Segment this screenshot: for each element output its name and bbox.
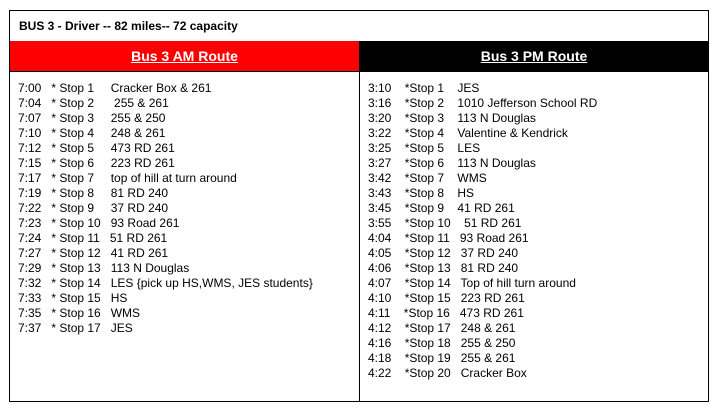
pm-stop: 4:04 *Stop 11 93 Road 261	[368, 231, 529, 245]
am-stop: 7:10 * Stop 4 248 & 261	[18, 126, 166, 140]
pm-stop: 3:22 *Stop 4 Valentine & Kendrick	[368, 126, 568, 140]
am-stop-list	[10, 72, 359, 336]
pm-stop: 4:05 *Stop 12 37 RD 240	[368, 246, 519, 260]
am-stop: 7:04 * Stop 2 255 & 261	[18, 96, 169, 110]
am-route-heading: Bus 3 AM Route	[10, 41, 359, 72]
am-stop: 7:24 * Stop 11 51 RD 261	[18, 231, 168, 245]
pm-stop: 4:22 *Stop 20 Cracker Box	[368, 366, 527, 380]
pm-stop: 3:16 *Stop 2 1010 Jefferson School RD	[368, 96, 598, 110]
am-stop: 7:23 * Stop 10 93 Road 261	[18, 216, 180, 230]
pm-stop-list	[360, 72, 708, 381]
pm-stop: 3:27 *Stop 6 113 N Douglas	[368, 156, 536, 170]
pm-stop: 4:10 *Stop 15 223 RD 261	[368, 291, 525, 305]
pm-stop: 3:10 *Stop 1 JES	[368, 81, 480, 95]
am-stop: 7:35 * Stop 16 WMS	[18, 306, 141, 320]
am-route-column	[10, 41, 360, 402]
pm-stop: 3:20 *Stop 3 113 N Douglas	[368, 111, 536, 125]
am-stop: 7:12 * Stop 5 473 RD 261	[18, 141, 175, 155]
pm-stop: 4:07 *Stop 14 Top of hill turn around	[368, 276, 576, 290]
am-stop: 7:19 * Stop 8 81 RD 240	[18, 186, 169, 200]
pm-stop: 3:55 *Stop 10 51 RD 261	[368, 216, 522, 230]
am-stop: 7:15 * Stop 6 223 RD 261	[18, 156, 175, 170]
bus-title: BUS 3 - Driver -- 82 miles-- 72 capacity	[10, 11, 708, 42]
pm-stop: 3:42 *Stop 7 WMS	[368, 171, 487, 185]
am-stop: 7:07 * Stop 3 255 & 250	[18, 111, 166, 125]
am-stop: 7:37 * Stop 17 JES	[18, 321, 133, 335]
am-stop: 7:00 * Stop 1 Cracker Box & 261	[18, 81, 212, 95]
pm-route-column	[360, 41, 708, 402]
pm-route-heading: Bus 3 PM Route	[360, 41, 708, 72]
pm-stop: 4:18 *Stop 19 255 & 261	[368, 351, 516, 365]
pm-stop: 4:16 *Stop 18 255 & 250	[368, 336, 516, 350]
pm-stop: 4:11 *Stop 16 473 RD 261	[368, 306, 524, 320]
am-stop: 7:33 * Stop 15 HS	[18, 291, 128, 305]
pm-stop: 3:25 *Stop 5 LES	[368, 141, 481, 155]
am-stop: 7:29 * Stop 13 113 N Douglas	[18, 261, 190, 275]
route-sheet	[9, 10, 709, 402]
pm-stop: 3:45 *Stop 9 41 RD 261	[368, 201, 515, 215]
pm-stop: 4:06 *Stop 13 81 RD 240	[368, 261, 519, 275]
pm-stop: 4:12 *Stop 17 248 & 261	[368, 321, 516, 335]
am-stop: 7:22 * Stop 9 37 RD 240	[18, 201, 169, 215]
am-stop: 7:17 * Stop 7 top of hill at turn around	[18, 171, 237, 185]
am-stop: 7:27 * Stop 12 41 RD 261	[18, 246, 169, 260]
pm-stop: 3:43 *Stop 8 HS	[368, 186, 475, 200]
am-stop: 7:32 * Stop 14 LES {pick up HS,WMS, JES students}	[18, 276, 313, 290]
